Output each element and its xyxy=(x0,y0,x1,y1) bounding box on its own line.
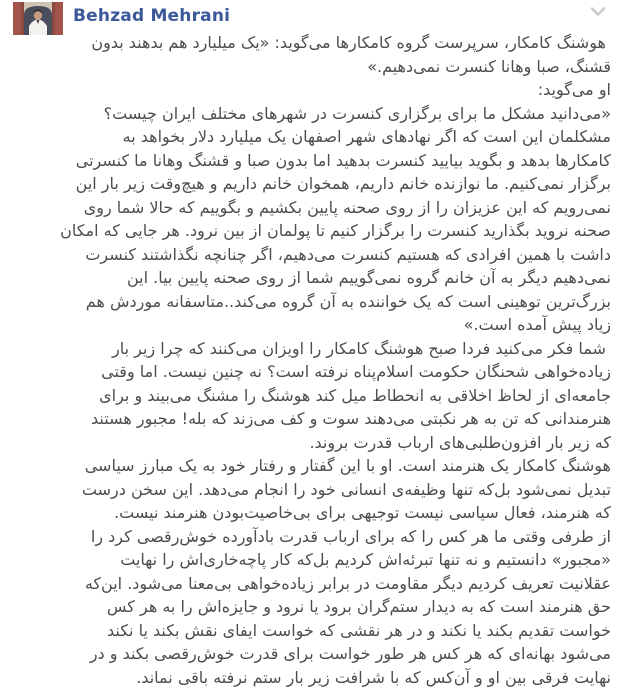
chevron-down-icon xyxy=(590,6,606,18)
post-text-line: بزرگ‌ترین توهینی است که یک خواننده به آن گروه می‌کند..متاسفانه موردش هم xyxy=(85,291,611,311)
post-text-line: کامکارها بدهد و بگوید بیایید کنسرت بدهید اما بدون صبا و قشنگ وهانا ما کنسرتی xyxy=(75,150,611,170)
post-text-line: از طرفی وقتی ما هر کس را که برای ارباب قدرت بادآورده خوش‌رقصی کرد را xyxy=(90,526,611,546)
post-text-line: زیاده‌خواهی شحنگان حکومت اسلام‌پناه نرفته است؟ نه چنین نیست. اما وقتی xyxy=(101,362,611,381)
post-text-line: «مجبور» دانستیم و نه تنها تبرئه‌اش کردیم بل‌که کار پاچه‌خاری‌اش را نهایت xyxy=(120,550,611,569)
post-text-line: هوشنگ کامکار یک هنرمند است. او با این گفتار و رفتار خود به یک مبارز سیاسی xyxy=(84,456,611,475)
post-text xyxy=(0,31,619,689)
post-text-line: خواست تقدیم بکند یا نکند و در هر نقشی که خواست ایفای نقش بکند یا نکند xyxy=(106,620,611,640)
post-text-line: عقلانیت تعریف کردیم دیگر مقاومت در برابر زیاده‌خواهی بی‌معنا می‌شود. این‌که xyxy=(84,573,611,593)
post-text-line: داشت با همین افرادی که هستیم کنسرت می‌دهیم، اگر چنانچه نگذاشتند کنسرت xyxy=(85,244,611,264)
post-text-line: «می‌دانید مشکل ما برای برگزاری کنسرت در شهرهای مختلف ایران چیست؟ xyxy=(103,103,611,123)
post-text-line: قشنگ، صبا وهانا کنسرت نمی‌دهیم.» xyxy=(367,56,611,76)
post-text-line: صحنه نروید بگذارید کنسرت را برگزار کنیم تا پولمان از بین نرود. هر جایی که امکان xyxy=(60,221,611,240)
post-text-line: حق هنرمند است که به دیدار ستم‌گران برود یا نرود و جایزه‌اش را به هر کس xyxy=(106,597,611,616)
post-text-line: زیاد پیش آمده است.» xyxy=(463,315,611,334)
post-text-line: هنرمندانی که تن به هر نکبتی می‌دهند سوت و کف می‌زند که بله! مجبور هستند xyxy=(91,409,611,428)
post-text-line: که زیر بار افزون‌طلبی‌های ارباب قدرت بروند. xyxy=(309,432,611,452)
author-name-link[interactable]: Behzad Mehrani xyxy=(73,6,231,26)
post-text-line: نمی‌دهیم دیگر به آن خانم گروه نمی‌گوییم شما از روی صحنه پایین بیا. این xyxy=(126,268,611,287)
post-text-line: شما فکر می‌کنید فردا صبح هوشنگ کامکار را اویزان می‌کنند که چرا زیر بار xyxy=(112,338,611,358)
post-text-line: او می‌گوید: xyxy=(537,80,611,99)
post-text-line: تبدیل نمی‌شود بل‌که تنها وظیفه‌ی انسانی خود را انجام می‌دهد. این سخن درست xyxy=(81,479,611,499)
profile-photo-icon xyxy=(13,2,63,35)
post-options-button[interactable] xyxy=(590,3,606,15)
post-text-line: که هنرمند، فعال سیاسی نیست توجیهی برای بی‌خاصیت‌بودن هنرمند نیست. xyxy=(114,503,611,522)
post-text-line: مشکلمان این است که اگر نهادهای شهر اصفهان یک میلیارد دلار بخواهد به xyxy=(122,127,611,146)
post-header xyxy=(0,0,619,34)
author-avatar[interactable] xyxy=(13,2,63,35)
post-text-line: برگزار نمی‌کنیم. ما نوازنده خانم داریم، همخوان خانم داریم و هیچ‌وقت زیر بار این xyxy=(75,174,611,193)
post-text-line: نهایت فرقی بین او و آن‌کس که با شرافت زیر بار ستم نرفته باقی نماند. xyxy=(136,667,611,687)
post-text-line: جامعه‌ای از لحاظ اخلاقی به انحطاط میل کند هوشنگ را مشنگ می‌بیند و برای xyxy=(99,385,611,405)
post-text-line: هوشنگ کامکار، سرپرست گروه کامکارها می‌گوید: «یک میلیارد هم بدهند بدون xyxy=(91,33,611,52)
post-text-line: می‌شود بهانه‌ای که هر کس هر طور خواست برای قدرت خوش‌رقصی بکند و در xyxy=(89,644,611,663)
post-text-line: نمی‌رویم که این عزیزان را از روی صحنه پایین بکشیم و بگوییم که حالا شما روی xyxy=(83,197,611,217)
